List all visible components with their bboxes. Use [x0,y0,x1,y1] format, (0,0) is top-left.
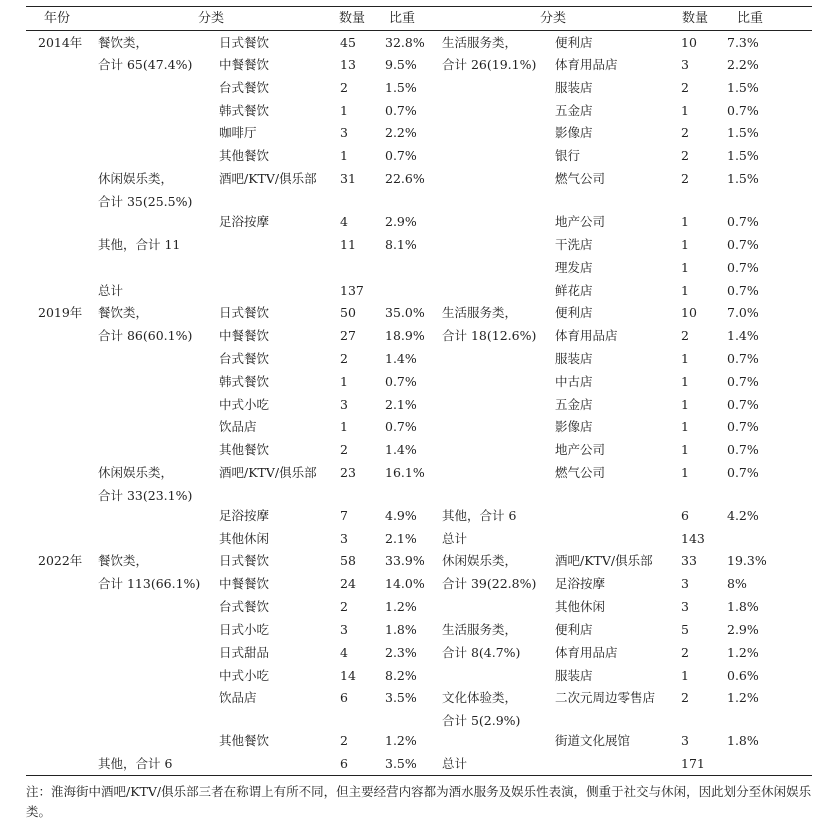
cell-share-left: 33.9% [385,553,425,568]
cell-share-left: 1.2% [385,599,417,614]
cell-item-left: 咖啡厅 [219,125,257,140]
cell-count-left: 45 [340,35,356,50]
cell-item-left: 韩式餐饮 [219,374,270,389]
cell-item-right: 街道文化展馆 [555,733,631,748]
cell-share-right: 1.5% [727,148,759,163]
top-rule [26,6,812,7]
cell-count-left: 24 [340,576,356,591]
cell-count-left: 1 [340,419,348,434]
cell-count-right: 2 [681,171,689,186]
cell-item-left: 饮品店 [219,690,257,705]
cell-share-left: 3.5% [385,756,417,771]
cell-item-right: 理发店 [555,260,593,275]
cell-item-left: 足浴按摩 [219,508,270,523]
cell-count-right: 10 [681,35,697,50]
cell-item-left: 台式餐饮 [219,599,270,614]
cell-group-right: 总计 [442,756,468,771]
cell-share-left: 2.3% [385,645,417,660]
cell-share-left: 8.2% [385,668,417,683]
cell-count-left: 3 [340,397,348,412]
cell-item-right: 二次元周边零售店 [555,690,656,705]
cell-group-right: 合计 8(4.7%) [442,645,521,660]
cell-share-left: 16.1% [385,465,425,480]
cell-item-left: 饮品店 [219,419,257,434]
cell-share-right: 0.7% [727,283,759,298]
cell-count-left: 2 [340,80,348,95]
cell-item-right: 五金店 [555,397,593,412]
cell-group-left: 合计 113(66.1%) [98,576,201,591]
cell-count-right: 1 [681,260,689,275]
cell-item-right: 其他休闲 [555,599,606,614]
cell-count-right: 1 [681,283,689,298]
header-count-left: 数量 [339,11,366,26]
cell-share-left: 14.0% [385,576,425,591]
cell-share-left: 0.7% [385,103,417,118]
cell-group-right: 休闲娱乐类， [442,553,518,568]
cell-item-left: 其他休闲 [219,531,270,546]
cell-count-right: 3 [681,733,689,748]
cell-share-right: 7.3% [727,35,759,50]
cell-share-right: 0.7% [727,351,759,366]
cell-group-left: 合计 35(25.5%) [98,194,193,209]
cell-count-right: 1 [681,103,689,118]
cell-share-right: 0.6% [727,668,759,683]
cell-group-left: 其他，合计 6 [98,756,173,771]
cell-group-right: 生活服务类， [442,305,518,320]
cell-item-left: 台式餐饮 [219,351,270,366]
cell-item-right: 酒吧/KTV/俱乐部 [555,553,653,568]
cell-count-right: 2 [681,148,689,163]
cell-share-right: 0.7% [727,214,759,229]
cell-count-right: 1 [681,668,689,683]
cell-item-right: 服装店 [555,351,593,366]
cell-count-left: 13 [340,57,356,72]
cell-count-left: 4 [340,645,348,660]
cell-share-right: 1.5% [727,125,759,140]
cell-group-right: 合计 5(2.9%) [442,713,521,728]
cell-item-right: 地产公司 [555,214,606,229]
cell-share-left: 35.0% [385,305,425,320]
cell-share-right: 0.7% [727,260,759,275]
header-count-right: 数量 [682,11,709,26]
cell-share-right: 0.7% [727,237,759,252]
header-category-right: 分类 [540,11,567,26]
cell-share-left: 0.7% [385,148,417,163]
cell-count-right: 33 [681,553,697,568]
cell-count-right: 143 [681,531,705,546]
cell-item-right: 体育用品店 [555,645,618,660]
cell-count-left: 23 [340,465,356,480]
cell-share-left: 9.5% [385,57,417,72]
cell-item-left: 日式餐饮 [219,305,270,320]
header-year: 年份 [44,11,71,26]
cell-group-left: 餐饮类， [98,305,149,320]
cell-share-right: 1.5% [727,80,759,95]
cell-count-left: 1 [340,148,348,163]
cell-item-left: 台式餐饮 [219,80,270,95]
cell-count-left: 1 [340,374,348,389]
cell-count-left: 2 [340,442,348,457]
cell-year: 2022年 [38,553,83,568]
header-rule [26,30,812,31]
cell-group-left: 总计 [98,283,124,298]
cell-share-left: 0.7% [385,374,417,389]
cell-count-right: 2 [681,125,689,140]
cell-group-right: 其他，合计 6 [442,508,517,523]
cell-item-right: 银行 [555,148,581,163]
cell-count-left: 3 [340,622,348,637]
cell-share-right: 0.7% [727,374,759,389]
cell-count-left: 11 [340,237,356,252]
cell-count-left: 6 [340,690,348,705]
cell-group-left: 合计 33(23.1%) [98,488,193,503]
cell-count-right: 1 [681,351,689,366]
cell-group-left: 其他，合计 11 [98,237,181,252]
header-share-left: 比重 [389,11,416,26]
table-footnote: 注：淮海街中酒吧/KTV/俱乐部三者在称谓上有所不同，但主要经营内容都为酒水服务及娱乐性表演，侧重于社交与休闲，因此划分至休闲娱乐类。 [26,784,812,819]
cell-item-right: 燃气公司 [555,171,606,186]
cell-group-right: 合计 18(12.6%) [442,328,537,343]
cell-item-left: 中式小吃 [219,668,270,683]
cell-item-left: 日式餐饮 [219,553,270,568]
cell-item-right: 足浴按摩 [555,576,606,591]
cell-item-right: 干洗店 [555,237,593,252]
cell-share-left: 4.9% [385,508,417,523]
cell-item-right: 便利店 [555,622,593,637]
cell-group-right: 文化体验类， [442,690,518,705]
cell-share-left: 2.9% [385,214,417,229]
cell-count-left: 58 [340,553,356,568]
cell-group-right: 合计 39(22.8%) [442,576,537,591]
cell-share-right: 19.3% [727,553,767,568]
cell-share-left: 1.4% [385,351,417,366]
cell-count-right: 2 [681,690,689,705]
cell-share-right: 8% [727,576,747,591]
cell-item-left: 日式小吃 [219,622,270,637]
cell-share-right: 1.8% [727,733,759,748]
cell-share-right: 0.7% [727,465,759,480]
cell-count-left: 7 [340,508,348,523]
cell-item-right: 燃气公司 [555,465,606,480]
cell-item-right: 地产公司 [555,442,606,457]
cell-group-right: 生活服务类， [442,35,518,50]
cell-share-right: 1.4% [727,328,759,343]
cell-count-right: 5 [681,622,689,637]
cell-share-left: 22.6% [385,171,425,186]
cell-share-right: 1.8% [727,599,759,614]
cell-year: 2019年 [38,305,83,320]
cell-group-right: 合计 26(19.1%) [442,57,537,72]
cell-share-right: 0.7% [727,397,759,412]
cell-count-left: 2 [340,733,348,748]
cell-share-right: 1.2% [727,690,759,705]
cell-share-left: 0.7% [385,419,417,434]
cell-share-left: 18.9% [385,328,425,343]
cell-item-left: 其他餐饮 [219,148,270,163]
cell-item-left: 其他餐饮 [219,733,270,748]
cell-share-left: 3.5% [385,690,417,705]
cell-count-left: 1 [340,103,348,118]
cell-group-left: 合计 65(47.4%) [98,57,193,72]
cell-count-left: 6 [340,756,348,771]
cell-item-right: 五金店 [555,103,593,118]
cell-share-right: 2.9% [727,622,759,637]
cell-count-right: 1 [681,465,689,480]
cell-share-right: 0.7% [727,103,759,118]
cell-share-right: 1.2% [727,645,759,660]
cell-count-left: 137 [340,283,364,298]
cell-count-right: 3 [681,57,689,72]
cell-count-left: 31 [340,171,356,186]
cell-share-right: 0.7% [727,442,759,457]
cell-share-left: 8.1% [385,237,417,252]
cell-count-right: 3 [681,599,689,614]
cell-item-left: 日式甜品 [219,645,270,660]
cell-count-right: 171 [681,756,705,771]
cell-share-left: 1.2% [385,733,417,748]
cell-item-right: 服装店 [555,80,593,95]
cell-item-left: 其他餐饮 [219,442,270,457]
cell-share-left: 2.1% [385,531,417,546]
cell-share-right: 4.2% [727,508,759,523]
cell-item-right: 影像店 [555,419,593,434]
cell-count-right: 3 [681,576,689,591]
cell-count-right: 2 [681,645,689,660]
cell-item-left: 韩式餐饮 [219,103,270,118]
cell-item-right: 体育用品店 [555,57,618,72]
cell-year: 2014年 [38,35,83,50]
cell-item-left: 中餐餐饮 [219,57,270,72]
cell-item-left: 酒吧/KTV/俱乐部 [219,171,317,186]
cell-share-right: 2.2% [727,57,759,72]
cell-item-right: 中古店 [555,374,593,389]
cell-item-right: 体育用品店 [555,328,618,343]
cell-count-right: 1 [681,419,689,434]
cell-item-right: 便利店 [555,305,593,320]
cell-item-left: 中式小吃 [219,397,270,412]
cell-count-right: 2 [681,328,689,343]
cell-count-left: 4 [340,214,348,229]
cell-share-left: 2.2% [385,125,417,140]
cell-share-left: 32.8% [385,35,425,50]
cell-count-right: 2 [681,80,689,95]
cell-count-right: 1 [681,237,689,252]
cell-item-left: 日式餐饮 [219,35,270,50]
cell-count-right: 1 [681,374,689,389]
cell-count-right: 6 [681,508,689,523]
cell-count-left: 2 [340,599,348,614]
cell-item-left: 中餐餐饮 [219,328,270,343]
cell-share-right: 1.5% [727,171,759,186]
cell-item-left: 酒吧/KTV/俱乐部 [219,465,317,480]
cell-group-left: 休闲娱乐类， [98,171,174,186]
cell-item-right: 便利店 [555,35,593,50]
header-category-left: 分类 [198,11,225,26]
bottom-rule [26,775,812,776]
cell-count-right: 1 [681,214,689,229]
cell-item-left: 中餐餐饮 [219,576,270,591]
cell-share-left: 2.1% [385,397,417,412]
cell-group-right: 生活服务类， [442,622,518,637]
cell-count-right: 10 [681,305,697,320]
cell-count-left: 3 [340,125,348,140]
cell-item-right: 服装店 [555,668,593,683]
cell-group-left: 餐饮类， [98,35,149,50]
cell-share-left: 1.8% [385,622,417,637]
cell-item-right: 鲜花店 [555,283,593,298]
cell-count-left: 2 [340,351,348,366]
cell-count-right: 1 [681,442,689,457]
cell-share-right: 0.7% [727,419,759,434]
header-share-right: 比重 [737,11,764,26]
cell-count-left: 14 [340,668,356,683]
cell-count-left: 27 [340,328,356,343]
cell-group-right: 总计 [442,531,468,546]
cell-share-left: 1.5% [385,80,417,95]
cell-count-left: 3 [340,531,348,546]
cell-group-left: 合计 86(60.1%) [98,328,193,343]
cell-count-right: 1 [681,397,689,412]
cell-share-right: 7.0% [727,305,759,320]
cell-share-left: 1.4% [385,442,417,457]
cell-item-right: 影像店 [555,125,593,140]
cell-group-left: 休闲娱乐类， [98,465,174,480]
cell-group-left: 餐饮类， [98,553,149,568]
cell-item-left: 足浴按摩 [219,214,270,229]
cell-count-left: 50 [340,305,356,320]
